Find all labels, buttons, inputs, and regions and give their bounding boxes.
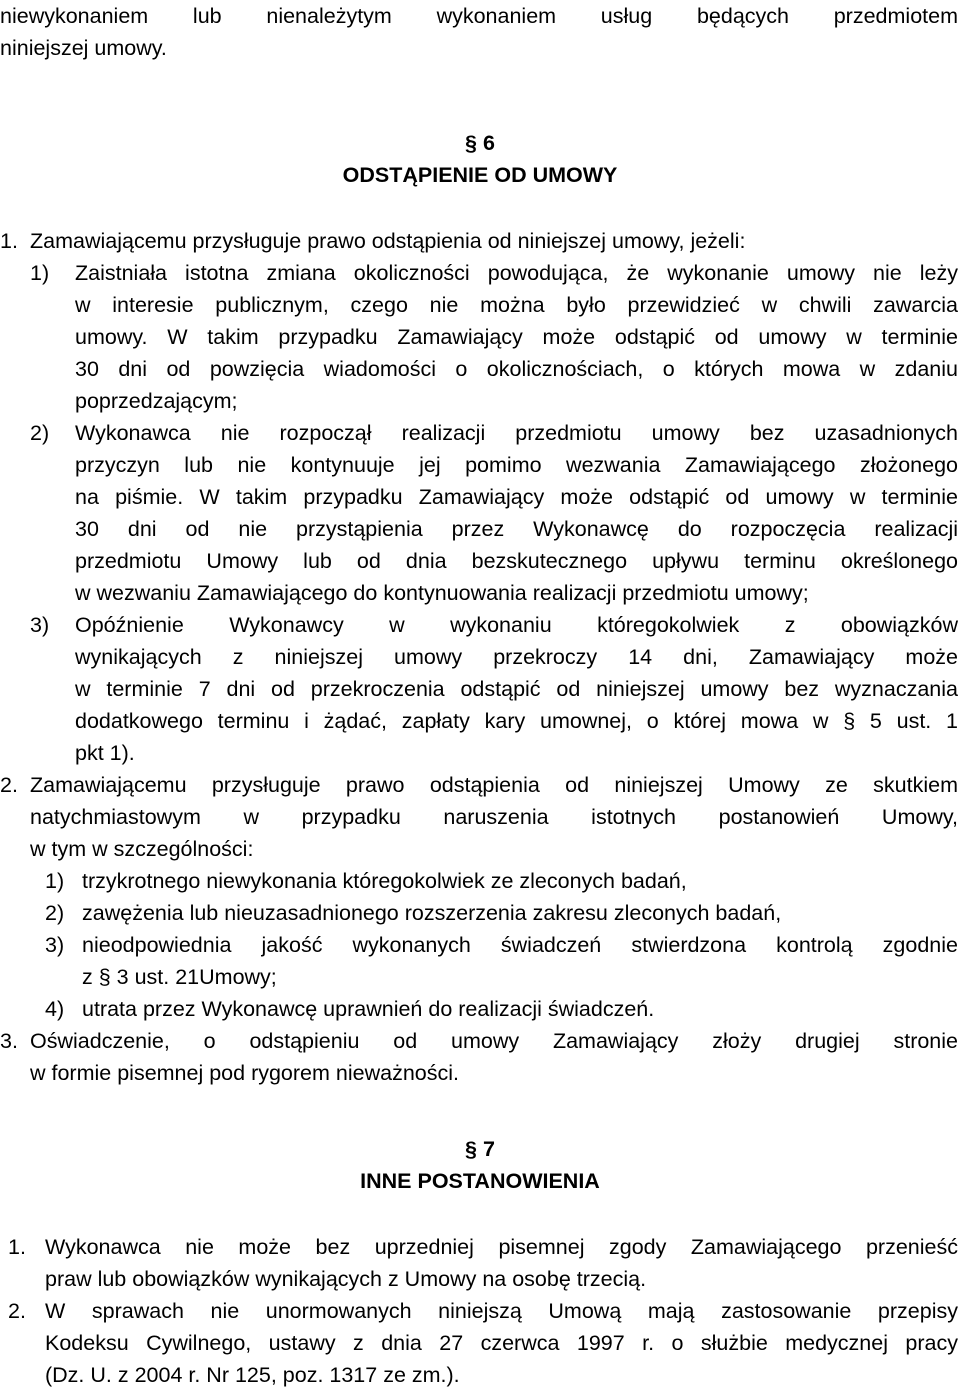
intro-text: niniejszej umowy. bbox=[0, 36, 167, 60]
list-item-text: 30 dni od powzięcia wiadomości o okolicznościach, o których mowa w zdaniu bbox=[75, 357, 958, 381]
paragraph-line bbox=[0, 1231, 960, 1263]
list-item bbox=[0, 257, 960, 289]
paragraph-line bbox=[0, 225, 960, 257]
list-item-number: 3) bbox=[45, 933, 65, 957]
list-item-text: z § 3 ust. 21Umowy; bbox=[82, 965, 277, 989]
paragraph-line bbox=[0, 833, 960, 865]
paragraph-number: 2. bbox=[8, 1299, 26, 1323]
list-item-line bbox=[0, 449, 960, 481]
paragraph-text: Zamawiającemu przysługuje prawo odstąpienia od niniejszej Umowy ze skutkiem bbox=[30, 773, 958, 797]
list-item-number: 3) bbox=[30, 613, 50, 637]
section-number bbox=[0, 1133, 960, 1165]
paragraph-number: 3. bbox=[0, 1029, 18, 1053]
paragraph-text: Zamawiającemu przysługuje prawo odstąpienia od niniejszej umowy, jeżeli: bbox=[30, 229, 746, 253]
list-item bbox=[0, 897, 960, 929]
paragraph-number: 1. bbox=[8, 1235, 26, 1259]
list-item bbox=[0, 929, 960, 961]
list-item-line bbox=[0, 513, 960, 545]
list-item-number: 1) bbox=[30, 261, 50, 285]
list-item-line bbox=[0, 545, 960, 577]
list-item-text: zawężenia lub nieuzasadnionego rozszerzenia zakresu zleconych badań, bbox=[82, 901, 782, 925]
list-item bbox=[0, 417, 960, 449]
paragraph-line bbox=[0, 1057, 960, 1089]
list-item-text: 30 dni od nie przystąpienia przez Wykonawcę do rozpoczęcia realizacji bbox=[75, 517, 958, 541]
list-item-text: wynikających z niniejszej umowy przekroczy 14 dni, Zamawiający może bbox=[75, 645, 958, 669]
list-item-text: Zaistniała istotna zmiana okoliczności powodująca, że wykonanie umowy nie leży bbox=[75, 261, 958, 285]
paragraph-line bbox=[0, 1359, 960, 1391]
paragraph-text: w formie pisemnej pod rygorem nieważności. bbox=[30, 1061, 459, 1085]
paragraph-text: natychmiastowym w przypadku naruszenia istotnych postanowień Umowy, bbox=[30, 805, 958, 829]
paragraph-number: 1. bbox=[0, 229, 18, 253]
paragraph-line bbox=[0, 1025, 960, 1057]
paragraph-text: Kodeksu Cywilnego, ustawy z dnia 27 czerwca 1997 r. o służbie medycznej pracy bbox=[45, 1331, 958, 1355]
list-item-text: w terminie 7 dni od przekroczenia odstąpić od niniejszej umowy bez wyznaczania bbox=[75, 677, 958, 701]
paragraph-text: W sprawach nie unormowanych niniejszą Umową mają zastosowanie przepisy bbox=[45, 1299, 958, 1323]
list-item-line bbox=[0, 641, 960, 673]
list-item-text: przyczyn lub nie kontynuuje jej pomimo wezwania Zamawiającego złożonego bbox=[75, 453, 958, 477]
paragraph-text: praw lub obowiązków wynikających z Umowy na osobę trzecią. bbox=[45, 1267, 647, 1291]
list-item-text: dodatkowego terminu i żądać, zapłaty kary umownej, o której mowa w § 5 ust. 1 bbox=[75, 709, 958, 733]
paragraph-number: 2. bbox=[0, 773, 18, 797]
list-item-line bbox=[0, 481, 960, 513]
list-item-number: 2) bbox=[30, 421, 50, 445]
paragraph-text: Oświadczenie, o odstąpieniu od umowy Zamawiający złoży drugiej stronie bbox=[30, 1029, 958, 1053]
intro-text: niewykonaniem lub nienależytym wykonaniem usług będących przedmiotem bbox=[0, 4, 958, 28]
list-item-text: Opóźnienie Wykonawcy w wykonaniu któregokolwiek z obowiązków bbox=[75, 613, 958, 637]
list-item bbox=[0, 865, 960, 897]
list-item-text: w interesie publicznym, czego nie można było przewidzieć w chwili zawarcia bbox=[75, 293, 958, 317]
paragraph-line bbox=[0, 801, 960, 833]
section-7-title: INNE POSTANOWIENIA bbox=[360, 1169, 600, 1193]
paragraph-text: (Dz. U. z 2004 r. Nr 125, poz. 1317 ze zm.). bbox=[45, 1363, 460, 1387]
list-item-text: Wykonawca nie rozpoczął realizacji przedmiotu umowy bez uzasadnionych bbox=[75, 421, 958, 445]
paragraph-line bbox=[0, 1263, 960, 1295]
list-item-text: poprzedzającym; bbox=[75, 389, 238, 413]
list-item-text: nieodpowiednia jakość wykonanych świadczeń stwierdzona kontrolą zgodnie bbox=[82, 933, 958, 957]
list-item-line bbox=[0, 385, 960, 417]
list-item-line bbox=[0, 737, 960, 769]
list-item-number: 1) bbox=[45, 869, 65, 893]
list-item bbox=[0, 609, 960, 641]
list-item-line bbox=[0, 705, 960, 737]
paragraph-line bbox=[0, 1295, 960, 1327]
list-item-line bbox=[0, 673, 960, 705]
list-item-number: 4) bbox=[45, 997, 65, 1021]
list-item-text: w wezwaniu Zamawiającego do kontynuowania realizacji przedmiotu umowy; bbox=[75, 581, 809, 605]
paragraph-text: Wykonawca nie może bez uprzedniej pisemnej zgody Zamawiającego przenieść bbox=[45, 1235, 958, 1259]
section-7-number: § 7 bbox=[465, 1137, 495, 1161]
list-item-text: pkt 1). bbox=[75, 741, 135, 765]
list-item bbox=[0, 993, 960, 1025]
list-item-line bbox=[0, 577, 960, 609]
section-6-number: § 6 bbox=[465, 131, 495, 155]
list-item-text: trzykrotnego niewykonania któregokolwiek ze zleconych badań, bbox=[82, 869, 687, 893]
list-item-text: umowy. W takim przypadku Zamawiający może odstąpić od umowy w terminie bbox=[75, 325, 958, 349]
list-item-line bbox=[0, 321, 960, 353]
list-item-text: na piśmie. W takim przypadku Zamawiający może odstąpić od umowy w terminie bbox=[75, 485, 958, 509]
section-number bbox=[0, 127, 960, 159]
list-item-line bbox=[0, 289, 960, 321]
paragraph-line bbox=[0, 769, 960, 801]
list-item-line bbox=[0, 961, 960, 993]
intro-line bbox=[0, 0, 960, 32]
section-6-title: ODSTĄPIENIE OD UMOWY bbox=[342, 163, 618, 187]
intro-line bbox=[0, 32, 960, 64]
paragraph-text: w tym w szczególności: bbox=[30, 837, 254, 861]
list-item-number: 2) bbox=[45, 901, 65, 925]
list-item-line bbox=[0, 353, 960, 385]
paragraph-line bbox=[0, 1327, 960, 1359]
list-item-text: utrata przez Wykonawcę uprawnień do realizacji świadczeń. bbox=[82, 997, 655, 1021]
section-title bbox=[0, 1165, 960, 1197]
section-title bbox=[0, 159, 960, 191]
list-item-text: przedmiotu Umowy lub od dnia bezskutecznego upływu terminu określonego bbox=[75, 549, 958, 573]
